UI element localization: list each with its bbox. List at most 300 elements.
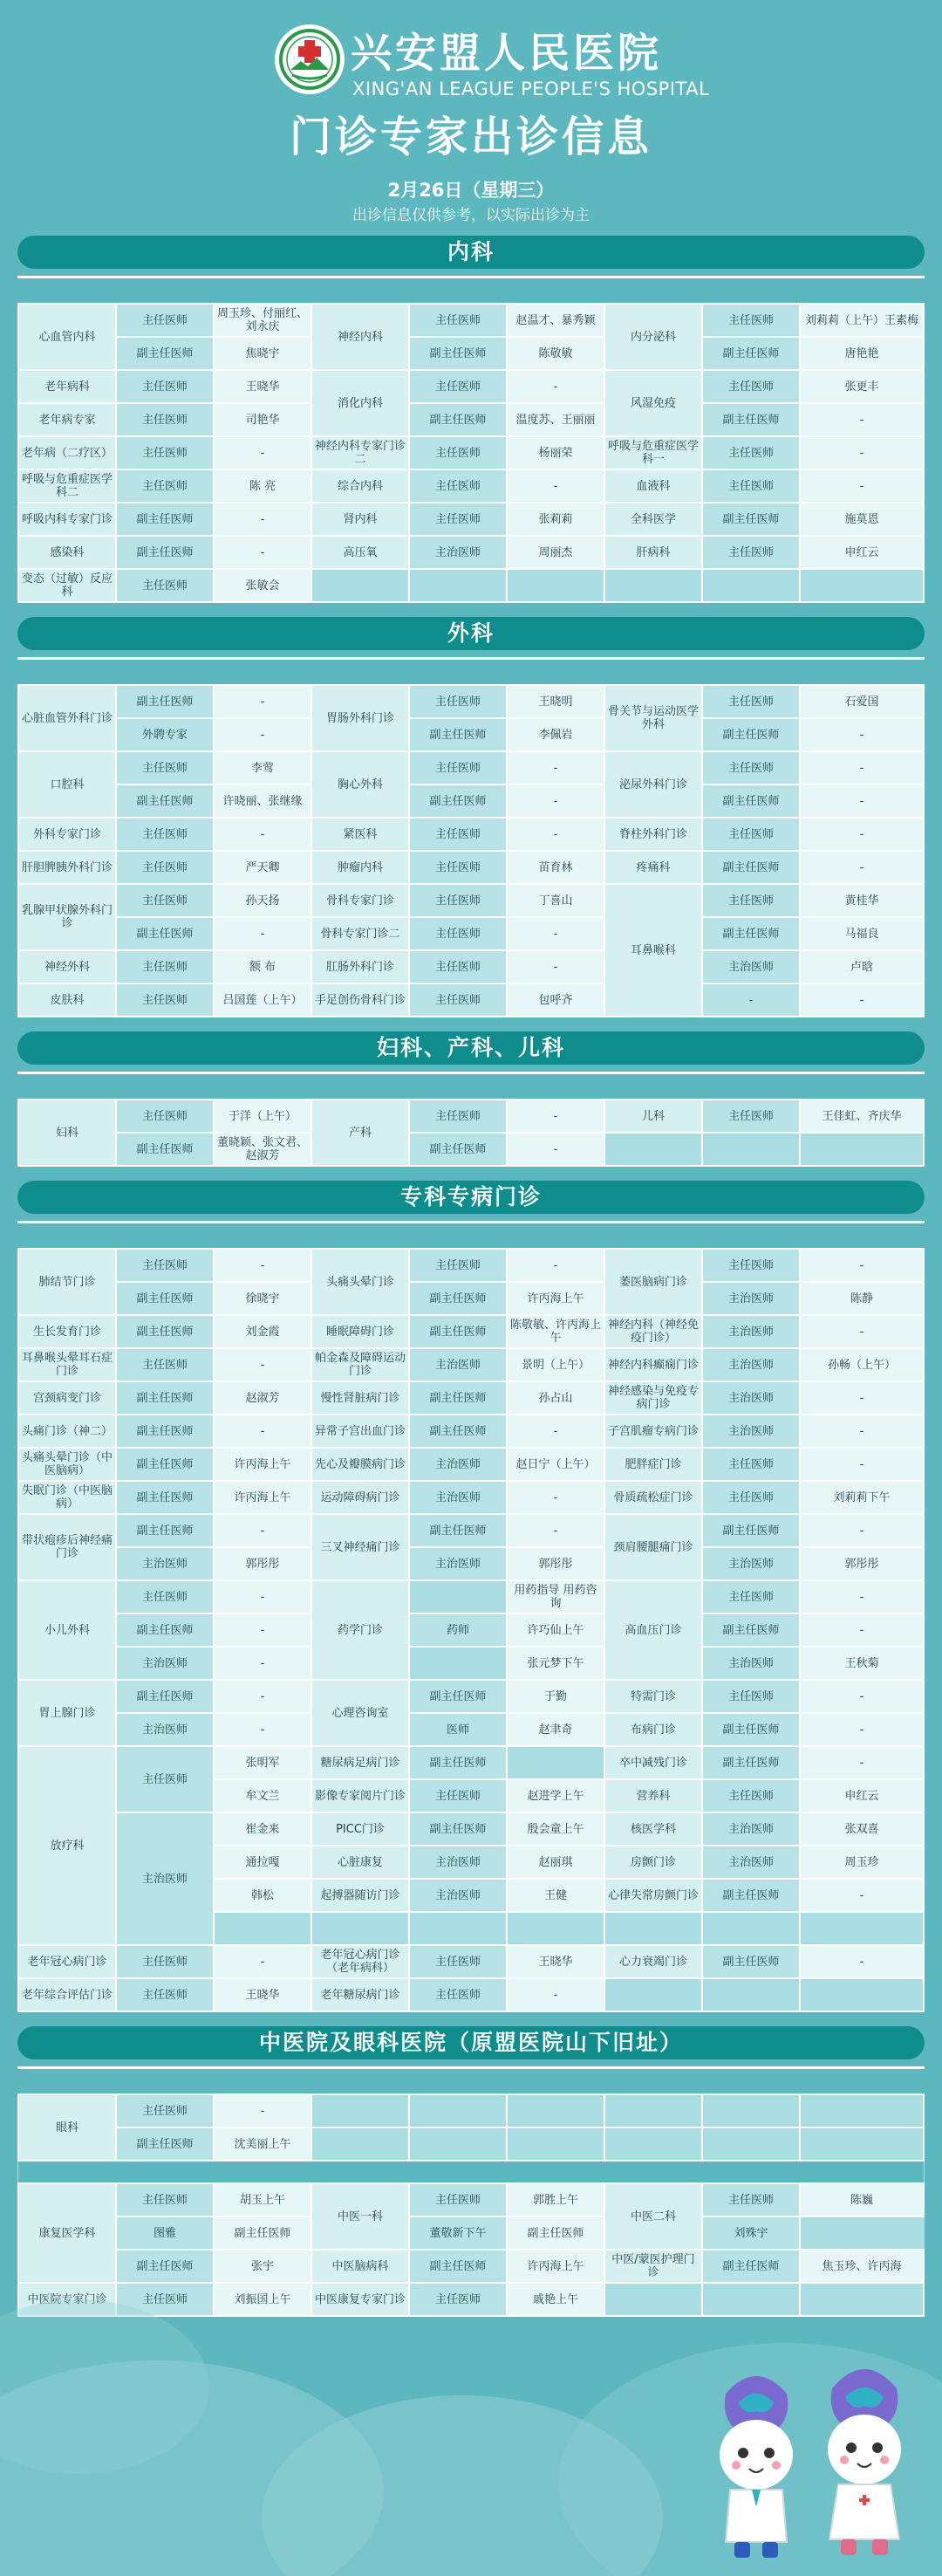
doctor-title-cell: 副主任医师 [409,337,507,370]
department-cell: 头痛门诊（神二） [18,1415,116,1448]
schedule-table [17,303,925,603]
department-cell: 宫颈病变门诊 [18,1381,116,1415]
doctor-name-cell: 张莉莉 [507,503,604,536]
doctor-name-cell: - [507,1415,604,1448]
department-cell: 耳鼻喉头晕耳石症门诊 [18,1348,116,1381]
empty-cell [604,569,702,602]
department-cell: 胸心外科 [311,751,409,818]
doctor-name-cell: 于勤 [507,1680,604,1713]
department-cell: 骨关节与运动医学外科 [604,685,702,751]
doctor-title-cell: 医师 [409,1713,507,1746]
section-title: 专科专病门诊 [17,1181,925,1214]
doctor-title-cell: 主任医师 [116,2183,214,2216]
department-cell: 产科 [311,1100,409,1166]
table-row [18,2161,924,2183]
doctor-name-cell: 郭彤彤 [800,1547,924,1580]
empty-cell [409,1580,507,1613]
empty-cell [702,1978,800,2011]
empty-cell [311,1912,409,1945]
table-row [18,1381,924,1415]
department-cell: 帕金森及障碍运动门诊 [311,1348,409,1381]
doctor-name-cell: - [214,917,311,950]
doctor-title-cell: 副主任医师 [116,1448,214,1481]
doctor-title-cell: 副主任医师 [409,1315,507,1348]
table-row [18,536,924,569]
doctor-name-cell: - [214,1945,311,1978]
empty-cell [507,1746,604,1779]
doctor-name-cell: - [214,685,311,718]
schedule-section [0,617,942,1017]
department-cell: 中医/蒙医护理门诊 [604,2250,702,2283]
doctor-title-cell: 主任医师 [702,1249,800,1282]
doctor-name-cell: 郭胜上午 [507,2183,604,2216]
doctor-title-cell: 副主任医师 [702,403,800,436]
department-cell: 带状疱疹后神经痛门诊 [18,1514,116,1580]
doctor-title-cell: 副主任医师 [702,784,800,818]
doctor-name-cell: - [507,784,604,818]
doctor-name-cell: - [800,1315,924,1348]
doctor-title-cell: 主任医师 [116,1249,214,1282]
doctor-title-cell: 副主任医师 [702,1879,800,1912]
doctor-title-cell: 主任医师 [702,436,800,469]
schedule-section [0,1181,942,2012]
section-title: 中医院及眼科医院（原盟医院山下旧址） [17,2026,925,2059]
table-row [18,685,924,718]
table-row [18,436,924,469]
doctor-title-cell: 主治医师 [702,1547,800,1580]
doctor-title-cell: 主任医师 [409,1978,507,2011]
table-row [18,1713,924,1746]
doctor-name-cell: 韩松 [214,1879,311,1912]
doctor-title-cell: 副主任医师 [116,2250,214,2283]
doctor-title-cell: 主任医师 [409,2283,507,2316]
doctor-name-cell: 孙天扬 [214,884,311,917]
mascot-nurse-icon [816,2360,912,2565]
department-cell: 神经感染与免疫专病门诊 [604,1381,702,1415]
department-cell: 生长发育门诊 [18,1315,116,1348]
doctor-name-cell: 副主任医师 [214,2216,311,2250]
doctor-title-cell: 主任医师 [409,1249,507,1282]
table-row [18,2216,924,2250]
doctor-title-cell: - [702,983,800,1017]
empty-cell [311,2094,409,2127]
doctor-title-cell: 主任医师 [702,2183,800,2216]
table-row [18,917,924,950]
empty-cell [800,2094,924,2127]
doctor-name-cell: 周玉珍、付丽红、刘永庆 [214,304,311,337]
department-cell: 异常子宫出血门诊 [311,1415,409,1448]
doctor-name-cell: 张元梦下午 [507,1647,604,1680]
doctor-name-cell: 陈静 [800,1282,924,1315]
doctor-title-cell: 副主任医师 [116,1282,214,1315]
empty-cell [214,1912,311,1945]
doctor-title-cell: 主任医师 [409,983,507,1017]
doctor-name-cell: 申红云 [800,536,924,569]
department-cell: 睡眠障碍门诊 [311,1315,409,1348]
doctor-name-cell: 王晓华 [214,1978,311,2011]
department-cell: 布病门诊 [604,1713,702,1746]
department-cell: 肾内科 [311,503,409,536]
doctor-title-cell: 副主任医师 [409,403,507,436]
footer-decoration [0,2264,942,2576]
doctor-title-cell: 主任医师 [702,304,800,337]
doctor-title-cell: 主治医师 [702,1282,800,1315]
doctor-name-cell: - [214,2094,311,2127]
doctor-name-cell: 陈敬敏 [507,337,604,370]
doctor-title-cell: 主治医师 [116,1812,214,1945]
doctor-title-cell: 主任医师 [702,1779,800,1812]
department-cell: 康复医学科 [18,2183,116,2283]
table-row [18,1580,924,1613]
doctor-name-cell: 许丙海上午 [214,1448,311,1481]
doctor-title-cell: 副主任医师 [409,718,507,751]
doctor-title-cell: 主任医师 [409,2183,507,2216]
doctor-title-cell: 主任医师 [116,403,214,436]
doctor-name-cell: 沈美丽上午 [214,2127,311,2161]
department-cell: 心血管内科 [18,304,116,370]
department-cell: 口腔科 [18,751,116,818]
doctor-name-cell: - [800,1613,924,1647]
doctor-name-cell: - [800,469,924,503]
doctor-name-cell: 石爱国 [800,685,924,718]
department-cell: 综合内科 [311,469,409,503]
schedule-section [0,1031,942,1167]
doctor-title-cell: 副主任医师 [409,1746,507,1779]
empty-cell [800,1912,924,1945]
doctor-name-cell: 刘振国上午 [214,2283,311,2316]
department-cell: PICC门诊 [311,1812,409,1846]
doctor-title-cell: 副主任医师 [116,337,214,370]
doctor-title-cell: 副主任医师 [116,536,214,569]
doctor-name-cell: 孙畅（上午） [800,1348,924,1381]
doctor-name-cell: 赵丽琪 [507,1846,604,1879]
doctor-name-cell: 张更丰 [800,370,924,403]
doctor-name-cell: 周丽杰 [507,536,604,569]
table-row [18,370,924,403]
department-cell: 胃上腺门诊 [18,1680,116,1746]
department-cell: 头痛头晕门诊（中医脑病） [18,1448,116,1481]
doctor-name-cell: 许晓丽、张继缘 [214,784,311,818]
doctor-name-cell: 刘金霞 [214,1315,311,1348]
doctor-name-cell: - [800,1448,924,1481]
doctor-name-cell: - [507,1100,604,1133]
doctor-name-cell: 郭彤彤 [214,1547,311,1580]
doctor-name-cell: 杨丽荣 [507,436,604,469]
doctor-name-cell: 司艳华 [214,403,311,436]
doctor-name-cell: 赵温才、暴秀颖 [507,304,604,337]
doctor-name-cell: 于洋（上午） [214,1100,311,1133]
doctor-title-cell: 主治医师 [702,1381,800,1415]
doctor-title-cell: 副主任医师 [409,1133,507,1166]
doctor-name-cell: 焦玉珍、许丙海 [800,2250,924,2283]
department-cell: 运动障碍病门诊 [311,1481,409,1514]
table-row [18,1348,924,1381]
doctor-name-cell: - [507,1978,604,2011]
doctor-title-cell: 副主任医师 [702,503,800,536]
department-cell: 消化内科 [311,370,409,436]
hospital-name-en: XING'AN LEAGUE PEOPLE'S HOSPITAL [352,79,710,99]
doctor-title-cell: 董敬新下午 [409,2216,507,2250]
department-cell: 药学门诊 [311,1580,409,1680]
doctor-name-cell: 郭彤彤 [507,1547,604,1580]
department-cell: 妇科 [18,1100,116,1166]
doctor-title-cell: 副主任医师 [702,917,800,950]
doctor-name-cell: 胡玉上午 [214,2183,311,2216]
doctor-title-cell: 主治医师 [409,1846,507,1879]
doctor-name-cell: - [507,370,604,403]
section-divider [17,276,925,278]
table-row [18,950,924,983]
table-row [18,569,924,602]
department-cell: 糖尿病足病门诊 [311,1746,409,1779]
doctor-title-cell: 主任医师 [702,884,800,917]
department-cell: 感染科 [18,536,116,569]
table-row [18,1133,924,1166]
doctor-title-cell: 主任医师 [116,983,214,1017]
doctor-name-cell: - [507,469,604,503]
doctor-title-cell: 药师 [409,1613,507,1647]
doctor-title-cell: 副主任医师 [116,784,214,818]
table-row [18,469,924,503]
doctor-title-cell: 主治医师 [409,536,507,569]
doctor-title-cell: 副主任医师 [116,1381,214,1415]
doctor-title-cell: 副主任医师 [702,337,800,370]
doctor-name-cell: 许丙海上午 [507,1282,604,1315]
doctor-title-cell: 主任医师 [116,950,214,983]
doctor-title-cell: 主任医师 [116,436,214,469]
table-row [18,1448,924,1481]
doctor-title-cell: 主任医师 [409,370,507,403]
table-row [18,1315,924,1348]
table-row [18,851,924,884]
doctor-name-cell: - [214,1415,311,1448]
empty-cell [604,1912,702,1945]
doctor-title-cell: 副主任医师 [702,1945,800,1978]
doctor-title-cell: 主任医师 [116,569,214,602]
doctor-name-cell: - [800,818,924,851]
department-cell: 骨科专家门诊二 [311,917,409,950]
doctor-name-cell: 张宇 [214,2250,311,2283]
doctor-name-cell: 赵淑芳 [214,1381,311,1415]
doctor-title-cell: 副主任医师 [409,1282,507,1315]
department-cell: 神经内科（神经免疫门诊） [604,1315,702,1348]
doctor-name-cell: 申红云 [800,1779,924,1812]
table-row [18,1100,924,1133]
doctor-title-cell: 主任医师 [116,1978,214,2011]
doctor-name-cell: - [800,1249,924,1282]
doctor-name-cell: 黄桂华 [800,884,924,917]
doctor-name-cell: - [214,718,311,751]
doctor-name-cell: 景明（上午） [507,1348,604,1381]
doctor-name-cell: 陈敬敏、许丙海上午 [507,1315,604,1348]
doctor-title-cell: 主任医师 [116,818,214,851]
doctor-title-cell: 主任医师 [409,1945,507,1978]
empty-cell [409,1912,507,1945]
doctor-name-cell: 施莫恩 [800,503,924,536]
empty-cell [409,1647,507,1680]
empty-cell [311,569,409,602]
table-row [18,1647,924,1680]
doctor-title-cell: 副主任医师 [409,784,507,818]
department-cell: 慢性肾脏病门诊 [311,1381,409,1415]
department-cell: 神经内科专家门诊二 [311,436,409,469]
department-cell: 头痛头晕门诊 [311,1249,409,1315]
schedule-table [17,1248,925,2012]
department-cell: 颈肩腰腿痛门诊 [604,1514,702,1580]
department-cell: 呼吸与危重症医学科一 [604,436,702,469]
doctor-name-cell: 用药指导 用药咨询 [507,1580,604,1613]
doctor-name-cell: - [800,718,924,751]
department-cell: 卒中减残门诊 [604,1746,702,1779]
empty-cell [800,1978,924,2011]
doctor-name-cell: 赵聿奇 [507,1713,604,1746]
doctor-title-cell: 主治医师 [702,1812,800,1846]
table-row [18,1746,924,1779]
doctor-title-cell: 主任医师 [409,950,507,983]
doctor-name-cell: - [800,436,924,469]
department-cell: 神经内科 [311,304,409,370]
doctor-title-cell: 副主任医师 [116,1481,214,1514]
empty-cell [409,2094,507,2127]
doctor-title-cell: 主任医师 [409,685,507,718]
department-cell: 高血压门诊 [604,1580,702,1680]
doctor-title-cell: 主治医师 [702,1846,800,1879]
doctor-title-cell: 主任医师 [409,818,507,851]
department-cell: 中医脑病科 [311,2250,409,2283]
doctor-title-cell: 副主任医师 [702,1514,800,1547]
doctor-name-cell: - [507,1514,604,1547]
doctor-name-cell: - [800,851,924,884]
doctor-name-cell: - [507,751,604,784]
doctor-title-cell: 主任医师 [116,884,214,917]
doctor-title-cell: 主治医师 [409,1547,507,1580]
table-row [18,784,924,818]
page-header [0,0,942,222]
doctor-title-cell: 主治医师 [116,1713,214,1746]
doctor-name-cell: 马福良 [800,917,924,950]
doctor-name-cell: - [507,917,604,950]
department-cell: 子宫肌瘤专病门诊 [604,1415,702,1448]
doctor-title-cell: 主任医师 [702,818,800,851]
doctor-title-cell: 主治医师 [702,1348,800,1381]
empty-cell [507,1912,604,1945]
empty-cell [409,2127,507,2161]
empty-cell [702,2094,800,2127]
doctor-title-cell: 副主任医师 [116,917,214,950]
doctor-title-cell: 主任医师 [409,917,507,950]
doctor-name-cell: 苗育林 [507,851,604,884]
doctor-title-cell: 主任医师 [116,2283,214,2316]
doctor-title-cell: 主治医师 [409,1348,507,1381]
department-cell: 血液科 [604,469,702,503]
table-row [18,403,924,436]
department-cell: 儿科 [604,1100,702,1133]
table-row [18,1547,924,1580]
table-row [18,503,924,536]
doctor-name-cell: 周玉珍 [800,1846,924,1879]
empty-cell [507,569,604,602]
doctor-title-cell: 主任医师 [409,436,507,469]
department-cell: 心力衰竭门诊 [604,1945,702,1978]
doctor-name-cell: 王晓明 [507,685,604,718]
table-row [18,2183,924,2216]
department-cell: 中医一科 [311,2183,409,2250]
schedule-table [17,1099,925,1167]
doctor-title-cell: 主任医师 [702,1680,800,1713]
empty-cell [702,1912,800,1945]
department-cell: 老年病专家 [18,403,116,436]
department-cell: 起搏器随访门诊 [311,1879,409,1912]
empty-cell [800,2127,924,2161]
table-row [18,718,924,751]
department-cell: 心理咨询室 [311,1680,409,1746]
doctor-title-cell: 外聘专家 [116,718,214,751]
doctor-title-cell: 副主任医师 [116,1133,214,1166]
empty-cell [604,2127,702,2161]
doctor-title-cell: 主任医师 [409,1100,507,1133]
doctor-name-cell: 副主任医师 [507,2216,604,2250]
department-cell: 皮肤科 [18,983,116,1017]
table-row [18,1945,924,1978]
doctor-name-cell: 额 布 [214,950,311,983]
doctor-name-cell: - [214,1514,311,1547]
department-cell: 肛肠外科门诊 [311,950,409,983]
doctor-name-cell: 张敏会 [214,569,311,602]
table-row [18,1481,924,1514]
department-cell: 心律失常房颤门诊 [604,1879,702,1912]
table-row [18,1514,924,1547]
doctor-name-cell: - [800,403,924,436]
department-cell: 老年冠心病门诊 [18,1945,116,1978]
doctor-name-cell: 焦晓宇 [214,337,311,370]
doctor-name-cell: 赵日宁（上午） [507,1448,604,1481]
doctor-name-cell: - [800,1746,924,1779]
doctor-name-cell: - [507,1249,604,1282]
doctor-title-cell: 主任医师 [702,1100,800,1133]
schedule-table [17,684,925,1017]
doctor-title-cell: 主任医师 [116,751,214,784]
department-cell: 肿瘤内科 [311,851,409,884]
department-cell: 肥胖症门诊 [604,1448,702,1481]
doctor-name-cell: 许巧仙上午 [507,1613,604,1647]
department-cell: 紧医科 [311,818,409,851]
doctor-title-cell: 副主任医师 [116,1613,214,1647]
department-cell: 风湿免疫 [604,370,702,436]
doctor-name-cell: 王秋菊 [800,1647,924,1680]
doctor-title-cell: 主任医师 [702,370,800,403]
section-title: 内科 [17,236,925,269]
doctor-name-cell: - [507,818,604,851]
doctor-title-cell: 副主任医师 [702,2250,800,2283]
empty-cell [800,569,924,602]
table-row [18,818,924,851]
department-cell: 老年病科 [18,370,116,403]
department-cell: 手足创伤骨科门诊 [311,983,409,1017]
doctor-title-cell: 副主任医师 [409,1812,507,1846]
doctor-name-cell: 张明军 [214,1746,311,1779]
table-row [18,1978,924,2011]
doctor-name-cell: - [800,784,924,818]
doctor-title-cell: 主任医师 [116,1348,214,1381]
doctor-name-cell: - [800,1680,924,1713]
department-cell: 眼科 [18,2094,116,2161]
doctor-name-cell: - [507,1481,604,1514]
doctor-title-cell: 主任医师 [409,884,507,917]
table-spacer [18,2161,924,2183]
section-divider [17,1072,925,1074]
doctor-name-cell: - [214,503,311,536]
doctor-name-cell: - [214,536,311,569]
